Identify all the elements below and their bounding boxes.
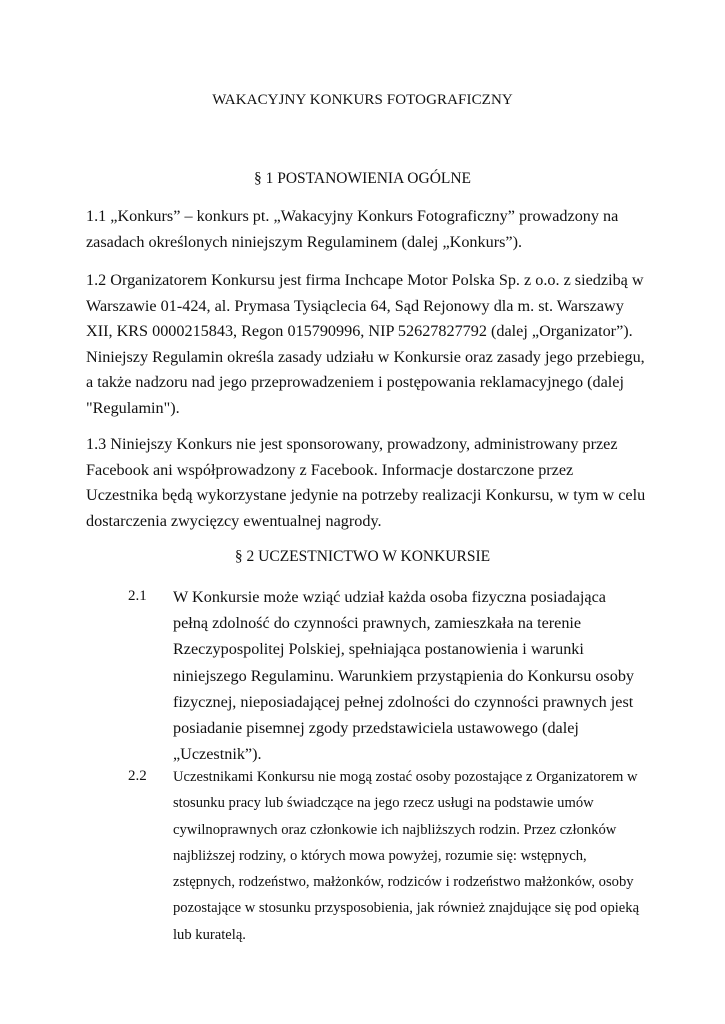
section-1-heading: § 1 POSTANOWIENIA OGÓLNE [253, 170, 472, 187]
list-item-number: 2.1 [128, 588, 147, 604]
paragraph-1-3: 1.3 Niniejszy Konkurs nie jest sponsorowany, prowadzony, administrowany przez Facebook ani współprowadzony z Facebook. Informacje dostarczone przez Uczestnika będą wykorzystane jedynie na potrzeby realizacji Konkursu, w tym w celu dostarczenia zwycięzcy ewentualnej nagrody. [86, 435, 646, 530]
list-item-number: 2.2 [128, 768, 147, 784]
paragraph-1-1: 1.1 „Konkurs” – konkurs pt. „Wakacyjny Konkurs Fotograficzny” prowadzony na zasadach określonych niniejszym Regulaminem (dalej „Konkurs”). [86, 207, 619, 251]
section-2-heading: § 2 UCZESTNICTWO W KONKURSIE [234, 548, 491, 565]
list-item-text: W Konkursie może wziąć udział każda osoba fizyczna posiadająca pełną zdolność do czynności prawnych, zamieszkała na terenie Rzeczypospolitej Polskiej, spełniająca postanowienia i warunki niniejszego Regulaminu. Warunkiem przystąpienia do Konkursu osoby fizycznej, nieposiadającej pełnej zdolności do czynności prawnych jest posiadanie pisemnej zgody przedstawiciela ustawowego (dalej „Uczestnik”). [173, 588, 635, 764]
document-title: WAKACYJNY KONKURS FOTOGRAFICZNY [212, 92, 513, 108]
paragraph-1-2: 1.2 Organizatorem Konkursu jest firma Inchcape Motor Polska Sp. z o.o. z siedzibą w Warszawie 01-424, al. Prymasa Tysiąclecia 64, Sąd Rejonowy dla m. st. Warszawy XII, KRS 0000215843, Regon 015790996, NIP 52627827792 (dalej „Organizator”). Niniejszy Regulamin określa zasady udziału w Konkursie oraz zasady jego przebiegu, a także nadzoru nad jego przeprowadzeniem i postępowania reklamacyjnego (dalej "Regulamin"). [86, 271, 645, 417]
list-item-text: Uczestnikami Konkursu nie mogą zostać osoby pozostające z Organizatorem w stosunku pracy lub świadczące na jego rzecz usługi na podstawie umów cywilnoprawnych oraz członkowie ich najbliższych rodzin. Przez członków najbliższej rodziny, o których mowa powyżej, rozumie się: wstępnych, zstępnych, rodzeństwo, małżonków, rodziców i rodzeństwo małżonków, osoby pozostające w stosunku przysposobienia, jak również znajdujące się pod opieką lub kuratelą. [173, 769, 640, 943]
